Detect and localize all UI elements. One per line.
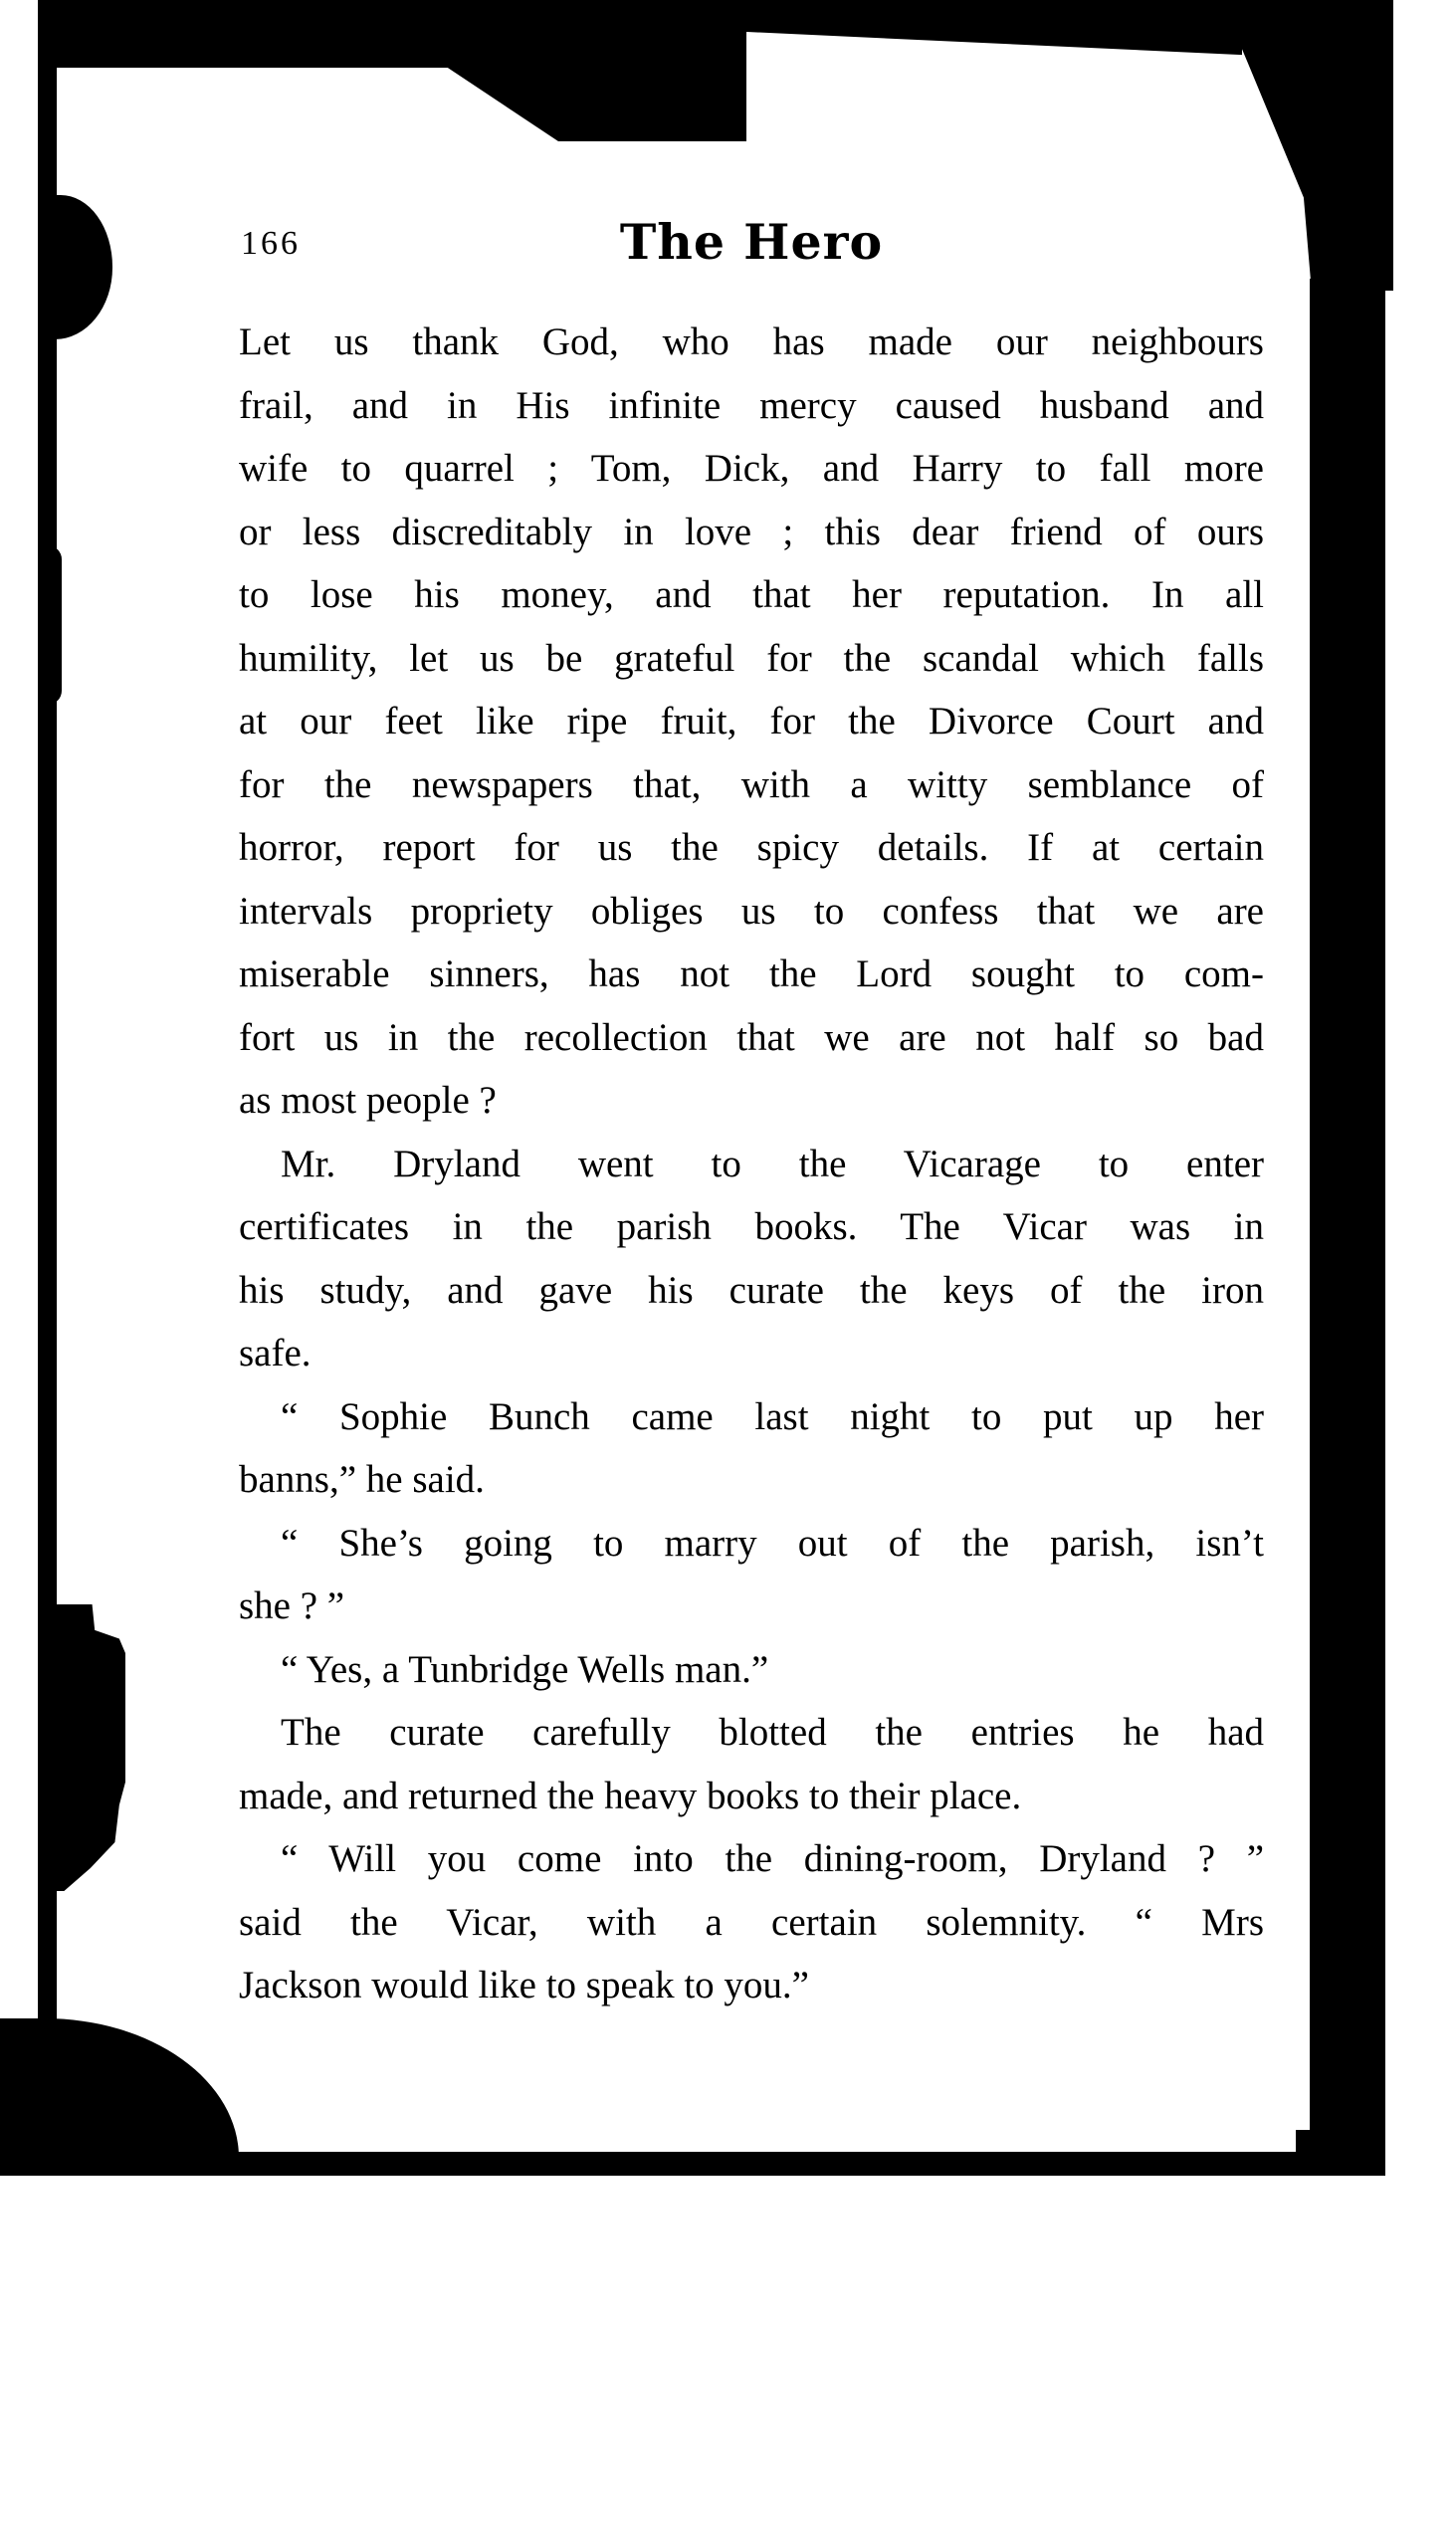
- text-line: said the Vicar, with a certain solemnity. “ Mrs: [239, 1900, 1264, 1944]
- scan-artifact-left-blob-lower: [38, 1604, 125, 1891]
- text-line: humility, let us be grateful for the scandal which falls: [239, 636, 1264, 680]
- running-header-title: The Hero: [619, 213, 884, 271]
- text-line: Jackson would like to speak to you.”: [239, 1964, 809, 2006]
- scan-artifact-right-edge: [1310, 279, 1385, 2176]
- text-line: horror, report for us the spicy details. If at certain: [239, 826, 1264, 869]
- text-line: “ Will you come into the dining-room, Dryland ? ”: [281, 1837, 1264, 1880]
- text-line: for the newspapers that, with a witty semblance of: [239, 762, 1264, 806]
- scan-artifact-top-right-band: [744, 0, 1242, 58]
- scan-artifact-right-step: [1296, 2130, 1318, 2176]
- text-line: at our feet like ripe fruit, for the Divorce Court and: [239, 700, 1264, 742]
- text-line: made, and returned the heavy books to their place.: [239, 1774, 1022, 1817]
- text-line: banns,” he said.: [239, 1458, 485, 1501]
- scan-artifact-left-blob-upper: [38, 195, 112, 339]
- text-line: “ Yes, a Tunbridge Wells man.”: [281, 1647, 769, 1691]
- text-line: fort us in the recollection that we are not half so bad: [239, 1015, 1264, 1059]
- text-line: frail, and in His infinite mercy caused husband and: [239, 383, 1264, 427]
- text-line: as most people ?: [239, 1079, 497, 1122]
- page-number: 166: [241, 225, 301, 262]
- scan-artifact-top-middle-block: [448, 0, 746, 141]
- text-line: Let us thank God, who has made our neighbours: [239, 320, 1264, 363]
- scan-artifact-left-bump-b: [38, 1035, 53, 1304]
- scan-artifact-left-bump-a: [38, 545, 62, 705]
- text-line: Mr. Dryland went to the Vicarage to enter: [281, 1142, 1264, 1185]
- text-line: she ? ”: [239, 1584, 345, 1627]
- body-text: [239, 311, 1264, 2017]
- text-line: or less discreditably in love ; this dear friend of ours: [239, 510, 1264, 553]
- text-line: safe.: [239, 1332, 312, 1374]
- text-line: The curate carefully blotted the entries he had: [281, 1711, 1264, 1754]
- text-line: “ Sophie Bunch came last night to put up her: [281, 1394, 1264, 1438]
- text-line: intervals propriety obliges us to confess that we are: [239, 889, 1264, 933]
- scan-artifact-bottom-band: [0, 2152, 1385, 2176]
- text-line: to lose his money, and that her reputation. In all: [239, 573, 1264, 616]
- text-line: wife to quarrel ; Tom, Dick, and Harry to fall more: [239, 447, 1264, 490]
- text-line: certificates in the parish books. The Vicar was in: [239, 1205, 1264, 1248]
- scan-artifact-top-left-band: [38, 0, 456, 68]
- text-line: “ She’s going to marry out of the parish, isn’t: [281, 1521, 1264, 1565]
- text-line: miserable sinners, has not the Lord sought to com-: [239, 952, 1264, 995]
- text-line: his study, and gave his curate the keys of the iron: [239, 1268, 1264, 1312]
